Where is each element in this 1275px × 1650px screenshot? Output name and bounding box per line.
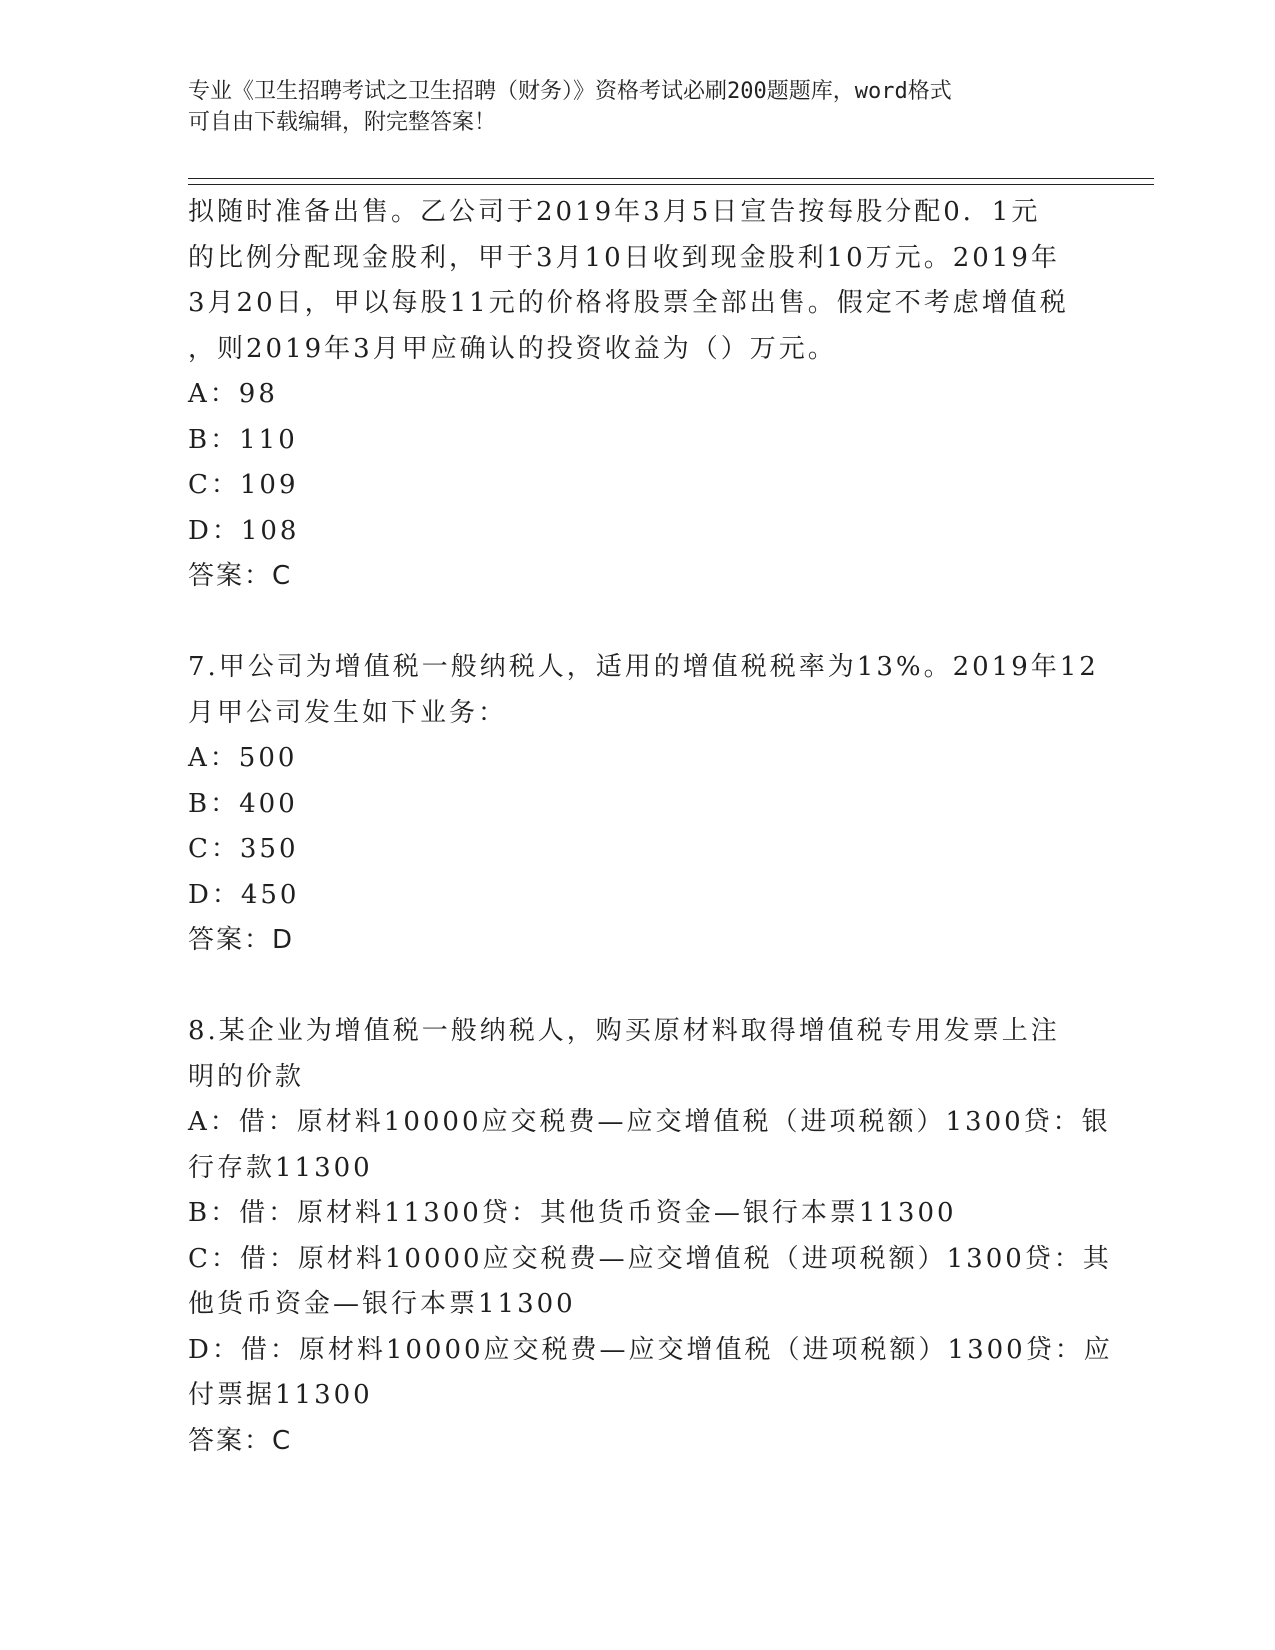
- option-c: C：350: [188, 834, 299, 864]
- option-d: D：450: [188, 879, 300, 910]
- question-stem-line: ，则2019年3月甲应确认的投资收益为（）万元。: [188, 333, 837, 364]
- question-spacer: [188, 964, 1088, 1010]
- header-line-2: 可自由下载编辑，附完整答案！: [188, 110, 497, 135]
- question-8: [188, 1009, 1113, 1464]
- answer-label: 答案：C: [188, 1425, 293, 1456]
- option-b: B：400: [188, 788, 298, 819]
- option-d-continued: 付票据11300: [188, 1380, 373, 1410]
- page-header: [188, 76, 1068, 138]
- option-a: A：借：原材料10000应交税费—应交增值税（进项税额）1300贷：银: [188, 1107, 1111, 1137]
- question-stem-line: 7.甲公司为增值税一般纳税人，适用的增值税税率为13%。2019年12: [188, 652, 1099, 682]
- question-6: [188, 190, 1088, 600]
- option-d: D：借：原材料10000应交税费—应交增值税（进项税额）1300贷：应: [188, 1334, 1113, 1365]
- question-stem-line: 8.某企业为增值税一般纳税人，购买原材料取得增值税专用发票上注: [188, 1016, 1060, 1046]
- option-b: B：110: [188, 424, 298, 455]
- header-line-1: 专业《卫生招聘考试之卫生招聘（财务）》资格考试必刷200题题库，word格式: [188, 79, 952, 104]
- answer-label: 答案：D: [188, 925, 295, 955]
- answer-label: 答案：C: [188, 561, 293, 591]
- header-divider-bottom: [188, 184, 1154, 185]
- option-d: D：108: [188, 515, 300, 546]
- question-stem-line: 3月20日，甲以每股11元的价格将股票全部出售。假定不考虑增值税: [188, 288, 1069, 318]
- question-stem-line: 拟随时准备出售。乙公司于2019年3月5日宣告按每股分配0．1元: [188, 197, 1041, 227]
- option-a: A：98: [188, 379, 278, 409]
- question-spacer: [188, 600, 1088, 646]
- question-content: [188, 190, 1113, 1464]
- option-a-continued: 行存款11300: [188, 1152, 373, 1183]
- question-stem-line: 的比例分配现金股利，甲于3月10日收到现金股利10万元。2019年: [188, 242, 1060, 273]
- question-stem-line: 月甲公司发生如下业务：: [188, 697, 508, 728]
- option-c-continued: 他货币资金—银行本票11300: [188, 1289, 576, 1319]
- question-7: [188, 645, 1099, 964]
- option-c: C：109: [188, 470, 299, 500]
- option-b: B：借：原材料11300贷：其他货币资金—银行本票11300: [188, 1198, 957, 1228]
- option-a: A：500: [188, 743, 298, 773]
- header-divider-top: [188, 178, 1154, 179]
- option-c: C：借：原材料10000应交税费—应交增值税（进项税额）1300贷：其: [188, 1243, 1112, 1274]
- question-stem-line: 明的价款: [188, 1061, 305, 1092]
